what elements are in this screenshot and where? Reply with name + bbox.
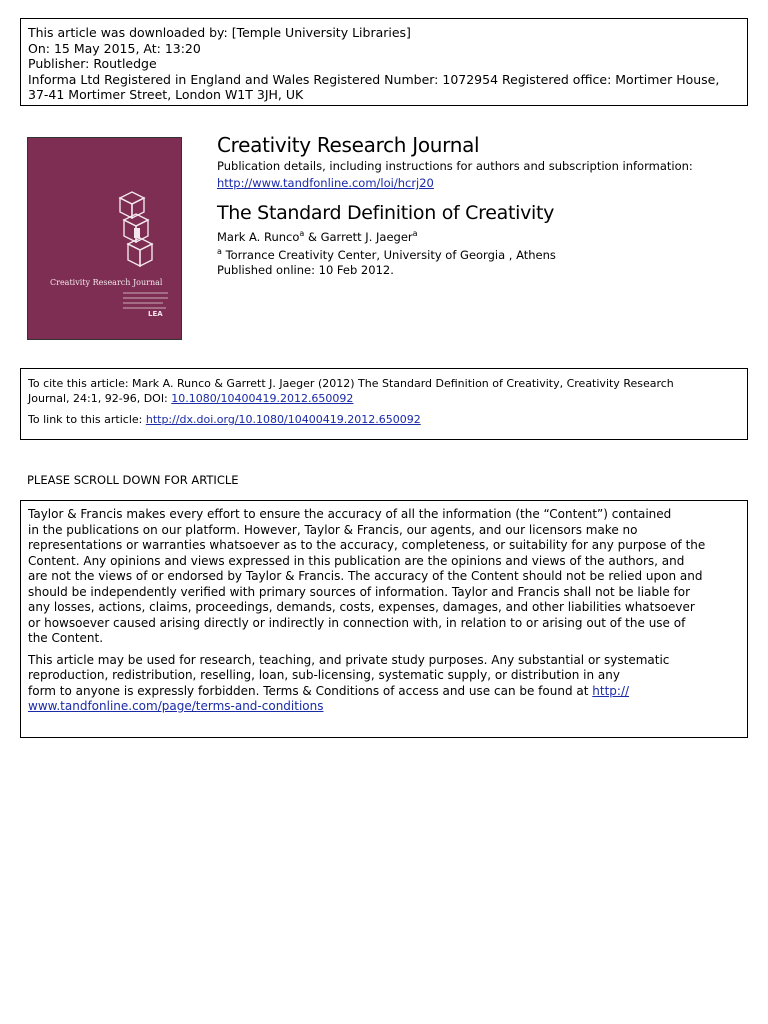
journal-cover-image [27, 137, 182, 340]
affiliation-mark: a [412, 229, 418, 239]
disclaimer-line: Taylor & Francis makes every effort to ensure the accuracy of all the information (the “Content”) contained [28, 507, 672, 521]
download-line: Publisher: Routledge [28, 56, 157, 71]
article-link[interactable]: http://dx.doi.org/10.1080/10400419.2012.650092 [145, 413, 421, 426]
download-line: This article was downloaded by: [Temple University Libraries] [28, 25, 411, 40]
author-name: Mark A. Runco [217, 230, 300, 244]
disclaimer-line: are not the views of or endorsed by Taylor & Francis. The accuracy of the Content should not be relied upon and [28, 569, 703, 583]
disclaimer-line: This article may be used for research, teaching, and private study purposes. Any substantial or systematic [28, 652, 670, 667]
disclaimer-line: representations or warranties whatsoever as to the accuracy, completeness, or suitability for any purpose of the [28, 538, 706, 552]
affiliation-mark: a [299, 229, 305, 239]
citation-line [28, 391, 740, 406]
publisher-logo: LEA [148, 310, 163, 318]
disclaimer-line: Content. Any opinions and views expressed in this publication are the opinions and views of the authors, and [28, 553, 685, 568]
published-date: Published online: 10 Feb 2012. [217, 263, 394, 277]
disclaimer-line [28, 699, 740, 715]
terms-link[interactable]: www.tandfonline.com/page/terms-and-conditions [28, 699, 324, 713]
disclaimer-line: or howsoever caused arising directly or indirectly in connection with, in relation to or arising out of the use of [28, 615, 686, 630]
journal-title: Creativity Research Journal [217, 133, 480, 157]
article-link-label: To link to this article: [28, 413, 146, 426]
cover-title: Creativity Research Journal [50, 278, 163, 287]
disclaimer-box [20, 500, 748, 738]
doi-link[interactable]: 10.1080/10400419.2012.650092 [171, 392, 354, 405]
disclaimer-line: any losses, actions, claims, proceedings, demands, costs, expenses, damages, and other liabilities whatsoever [28, 600, 695, 614]
affiliation-text: Torrance Creativity Center, University of Georgia , Athens [225, 248, 556, 262]
terms-link[interactable]: http:// [592, 683, 630, 698]
authors [217, 230, 747, 245]
article-title: The Standard Definition of Creativity [217, 202, 555, 224]
terms-prefix: form to anyone is expressly forbidden. Terms & Conditions of access and use can be found at [28, 683, 593, 698]
affiliation [217, 248, 747, 263]
download-line: 37-41 Mortimer Street, London W1T 3JH, UK [28, 87, 304, 102]
download-info-box [20, 18, 748, 106]
article-link-line [28, 412, 740, 427]
disclaimer-line: should be independently verified with primary sources of information. Taylor and Francis shall not be liable for [28, 584, 691, 599]
citation-doi-prefix: Journal, 24:1, 92-96, DOI: [28, 392, 172, 405]
disclaimer-line: in the publications on our platform. However, Taylor & Francis, our agents, and our licensors make no [28, 522, 638, 537]
article-header [217, 133, 747, 278]
disclaimer-line: the Content. [28, 631, 104, 645]
citation-line: To cite this article: Mark A. Runco & Garrett J. Jaeger (2012) The Standard Definition of Creativity, Creativity Research [28, 377, 674, 390]
journal-link[interactable]: http://www.tandfonline.com/loi/hcrj20 [217, 176, 434, 190]
author-separator: & [304, 230, 321, 244]
download-line: On: 15 May 2015, At: 13:20 [28, 40, 201, 56]
download-line: Informa Ltd Registered in England and Wales Registered Number: 1072954 Registered office: Mortimer House, [28, 71, 720, 87]
affiliation-mark: a [217, 247, 222, 257]
author-name: Garrett J. Jaeger [320, 230, 413, 244]
disclaimer-line [28, 684, 740, 700]
citation-box [20, 368, 748, 440]
publication-details: Publication details, including instructions for authors and subscription information: [217, 159, 693, 173]
scroll-notice: PLEASE SCROLL DOWN FOR ARTICLE [27, 473, 239, 487]
disclaimer-line: reproduction, redistribution, reselling, loan, sub-licensing, systematic supply, or distribution in any [28, 668, 620, 682]
cover-artwork [28, 138, 182, 340]
